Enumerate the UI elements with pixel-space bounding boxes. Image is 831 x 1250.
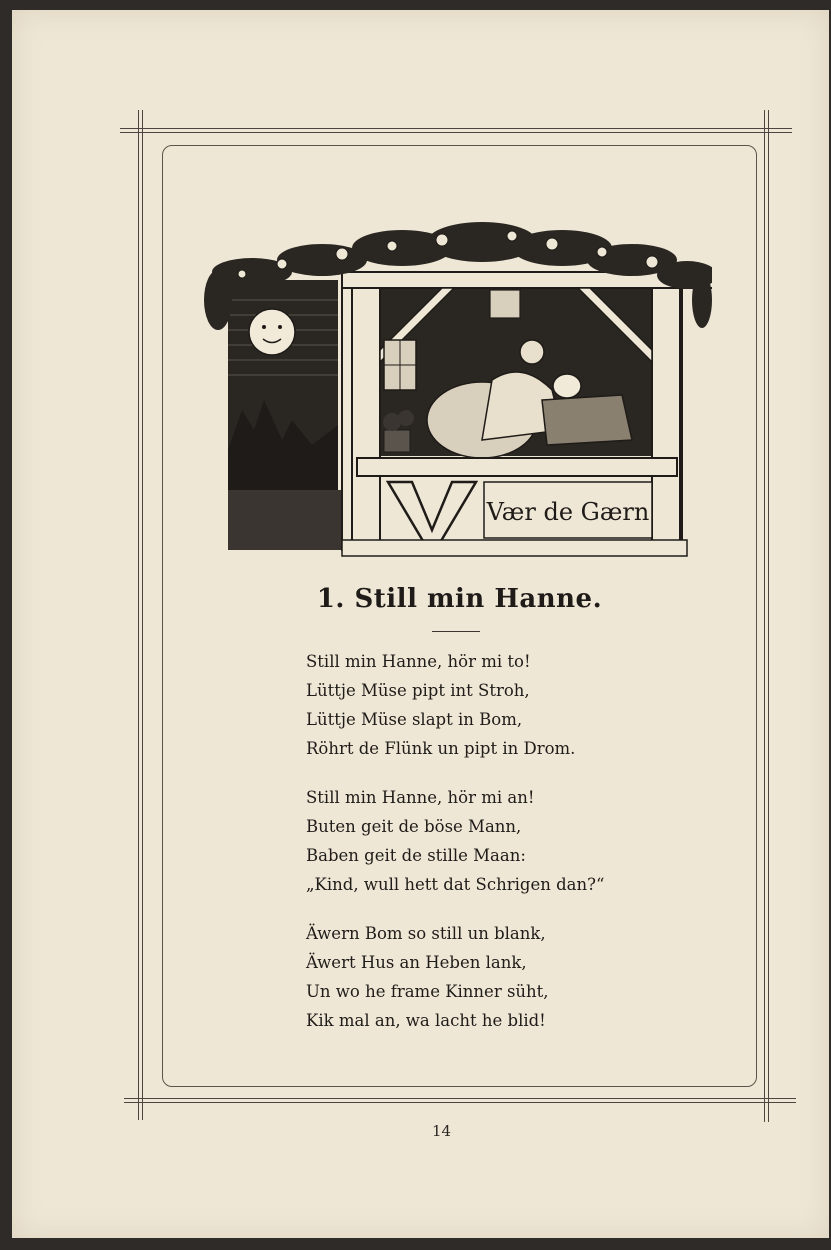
poem-line: Äwern Bom so still un blank, xyxy=(306,924,546,943)
stanza-1 xyxy=(306,647,726,763)
poem-line: Äwert Hus an Heben lank, xyxy=(306,953,527,972)
poem-body xyxy=(306,647,726,1055)
engraving-illustration xyxy=(192,190,712,560)
frame-right-rule-outer xyxy=(764,110,765,1122)
poem-line: Lüttje Müse slapt in Bom, xyxy=(306,710,523,729)
poem-line: Lüttje Müse pipt int Stroh, xyxy=(306,681,530,700)
frame-bottom-rule-inner xyxy=(124,1102,796,1103)
poem-line: Buten geit de böse Mann, xyxy=(306,817,522,836)
moon-face-icon xyxy=(249,309,295,355)
poem-line: Still min Hanne, hör mi to! xyxy=(306,652,531,671)
title-divider xyxy=(432,631,480,632)
stanza-3 xyxy=(306,919,726,1035)
frame-left-rule-outer xyxy=(138,110,139,1120)
frame-left-rule-inner xyxy=(142,110,143,1120)
vignette-banner-text: Vær de Gærn xyxy=(486,498,650,526)
poem-line: Still min Hanne, hör mi an! xyxy=(306,788,535,807)
stanza-2 xyxy=(306,783,726,899)
frame-bottom-rule-outer xyxy=(124,1098,796,1099)
frame-right-rule-inner xyxy=(768,110,769,1122)
poem-line: Röhrt de Flünk un pipt in Drom. xyxy=(306,739,576,758)
frame-top-rule-inner xyxy=(120,132,792,133)
page-number: 14 xyxy=(432,1122,452,1140)
poem-line: Baben geit de stille Maan: xyxy=(306,846,526,865)
poem-line: Kik mal an, wa lacht he blid! xyxy=(306,1011,546,1030)
poem-line: „Kind, wull hett dat Schrigen dan?“ xyxy=(306,875,605,894)
poem-line: Un wo he frame Kinner süht, xyxy=(306,982,549,1001)
poem-title: 1. Still min Hanne. xyxy=(316,584,603,614)
book-page xyxy=(12,10,829,1238)
frame-top-rule-outer xyxy=(120,128,792,129)
